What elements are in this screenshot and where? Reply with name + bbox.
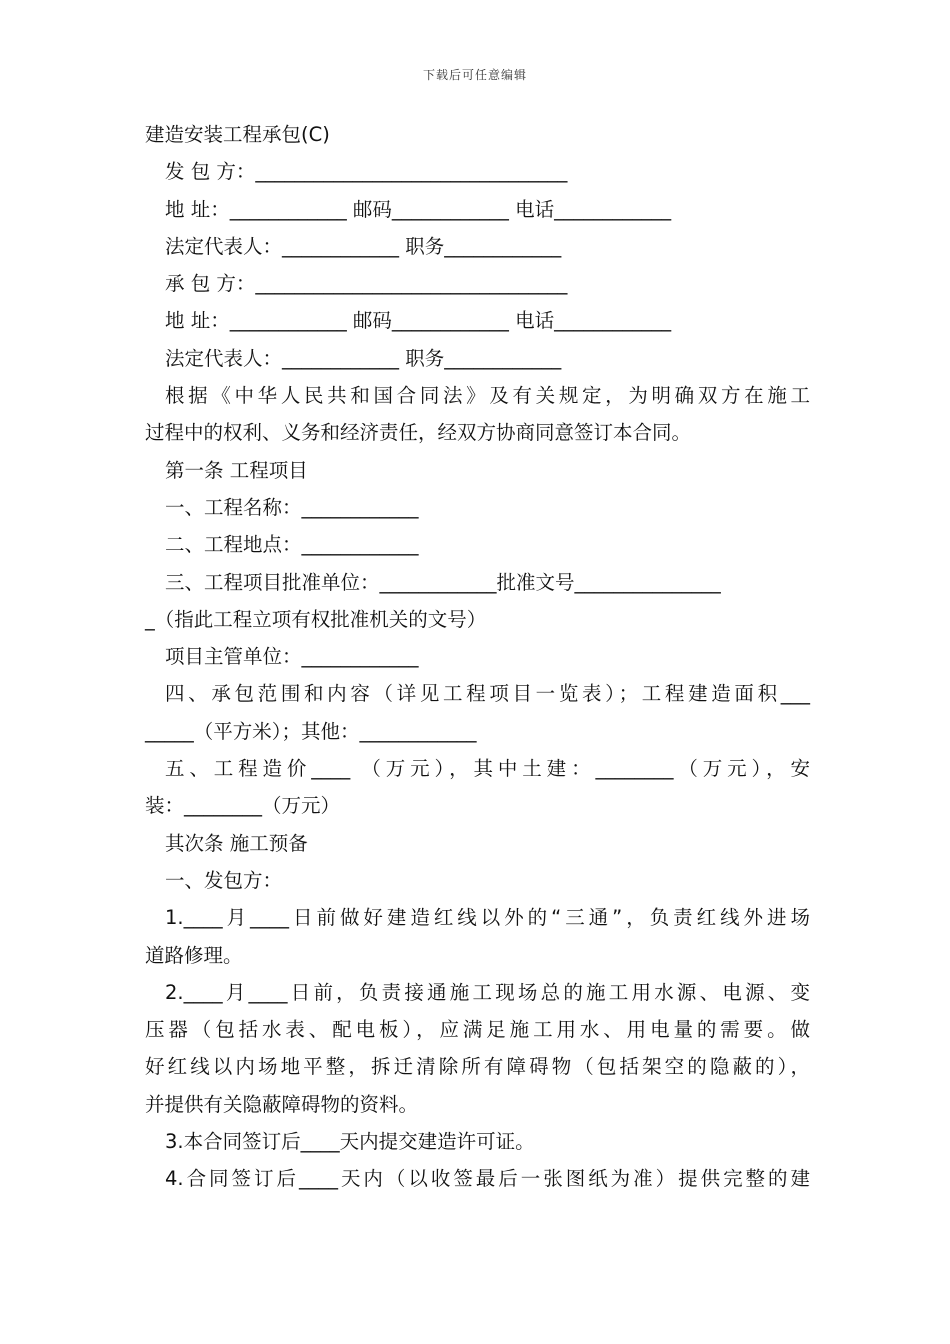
project-name-line: 一、工程名称：____________ — [165, 495, 419, 519]
approval-note-line: _（指此工程立项有权批准机关的文号） — [145, 607, 487, 631]
party-b-line: 承 包 方：________________________________ — [165, 272, 568, 296]
approval-unit-line: 三、工程项目批准单位：____________批准文号_______________ — [165, 570, 721, 594]
scope-line: 四、承包范围和内容（详见工程项目一览表）；工程建造面积___ — [165, 682, 810, 706]
supervising-unit-line: 项目主管单位：____________ — [165, 645, 419, 669]
cost-line: 装：________（万元） — [145, 794, 341, 818]
project-location-line: 二、工程地点：____________ — [165, 533, 419, 557]
duty-item-line: 3.本合同签订后____天内提交建造许可证。 — [165, 1130, 535, 1154]
party-a-duties-heading: 一、发包方： — [165, 868, 283, 892]
duty-item-line: 道路修理。 — [145, 943, 243, 967]
duty-item-line: 2.____月____日前，负责接通施工现场总的施工用水源、电源、变 — [165, 980, 810, 1004]
intro-paragraph-line: 过程中的权利、义务和经济责任，经双方协商同意签订本合同。 — [145, 421, 692, 445]
scope-line: _____（平方米）；其他：____________ — [145, 719, 477, 743]
party-a-address-line: 地 址：____________ 邮码____________ 电话____________ — [165, 197, 672, 221]
duty-item-line: 4.合同签订后____天内（以收签最后一张图纸为准）提供完整的建 — [165, 1167, 810, 1191]
contract-body — [145, 116, 810, 1198]
duty-item-line: 压器（包括水表、配电板），应满足施工用水、用电量的需要。做 — [145, 1018, 810, 1042]
document-title: 建造安装工程承包(C) — [145, 123, 330, 146]
party-a-representative-line: 法定代表人：____________ 职务____________ — [165, 234, 562, 258]
duty-item-line: 并提供有关隐蔽障碍物的资料。 — [145, 1092, 419, 1116]
article-heading: 其次条 施工预备 — [165, 831, 308, 855]
intro-paragraph-line: 根据《中华人民共和国合同法》及有关规定，为明确双方在施工 — [165, 384, 810, 408]
article-heading: 第一条 工程项目 — [165, 458, 308, 482]
party-a-line: 发 包 方：________________________________ — [165, 160, 568, 184]
page-header-note: 下载后可任意编辑 — [422, 68, 527, 82]
duty-item-line: 1.____月____日前做好建造红线以外的“三通”，负责红线外进场 — [165, 906, 810, 930]
party-b-address-line: 地 址：____________ 邮码____________ 电话____________ — [165, 309, 672, 333]
duty-item-line: 好红线以内场地平整，拆迁清除所有障碍物（包括架空的隐蔽的）， — [145, 1055, 810, 1079]
cost-line: 五、工程造价____ （万元），其中土建：________（万元），安 — [165, 757, 810, 781]
party-b-representative-line: 法定代表人：____________ 职务____________ — [165, 346, 562, 370]
